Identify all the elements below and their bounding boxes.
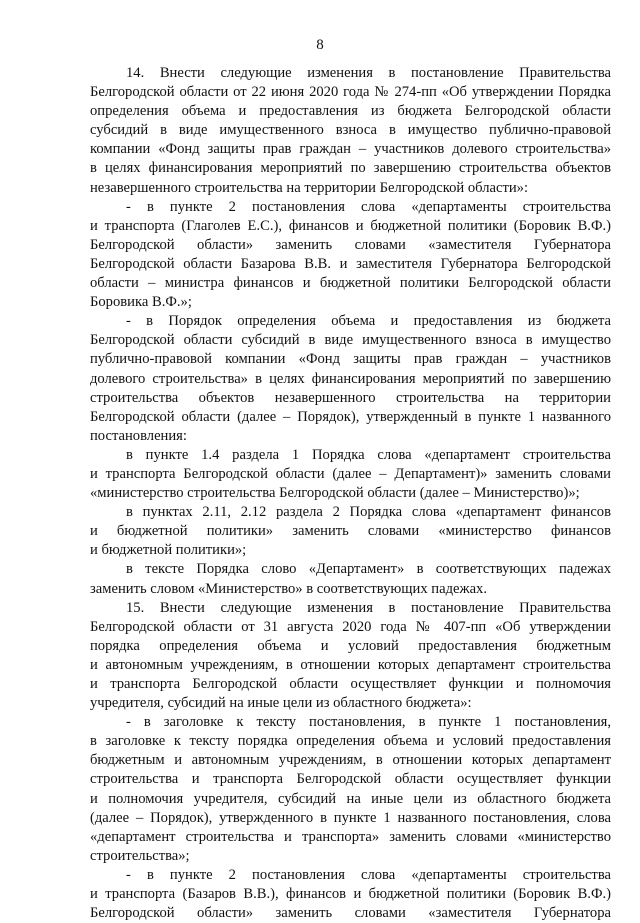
text-line: и автономным учреждениям, в отношении которых департамент строительства	[90, 656, 611, 673]
text-line: «департамент строительства и транспорта» заменить словами «министерство	[90, 828, 611, 845]
text-line: в пунктах 2.11, 2.12 раздела 2 Порядка слова «департамент финансов	[126, 504, 611, 521]
text-line: и транспорта (Глаголев Е.С.), финансов и бюджетной политики (Боровик В.Ф.)	[90, 217, 611, 234]
text-line: Белгородской области (далее – Порядок), утвержденный в пункте 1 названного	[90, 408, 611, 425]
text-line: и транспорта Белгородской области (далее – Департамент)» заменить словами	[90, 465, 611, 482]
text-line: - в заголовке к тексту постановления, в пункте 1 постановления,	[126, 714, 611, 731]
page-number: 8	[316, 37, 324, 53]
text-line: (далее – Порядок), утвержденного в пункте 1 названного постановления, слова	[90, 809, 611, 826]
text-line: постановления:	[90, 427, 187, 444]
text-line: строительства и транспорта Белгородской области осуществляет функции	[90, 771, 611, 788]
text-line: и транспорта (Базаров В.В.), финансов и бюджетной политики (Боровик В.Ф.)	[90, 886, 611, 903]
text-line: Белгородской области» заменить словами «заместителя Губернатора	[90, 236, 611, 253]
text-line: в заголовке к тексту порядка определения объема и условий предоставления	[90, 733, 611, 750]
text-line: и бюджетной политики»;	[90, 542, 247, 559]
text-line: Боровика В.Ф.»;	[90, 294, 192, 311]
text-line: долевого строительства» в целях финансирования мероприятий по завершению	[90, 370, 611, 387]
text-line: строительства»;	[90, 847, 190, 864]
text-line: Белгородской области» заменить словами «заместителя Губернатора	[90, 905, 611, 922]
text-line: заменить словом «Министерство» в соответствующих падежах.	[90, 580, 487, 597]
text-line: компании «Фонд защиты прав граждан – участников долевого строительства»	[90, 141, 611, 158]
text-line: «министерство строительства Белгородской области (далее – Министерство)»;	[90, 485, 580, 502]
text-line: незавершенного строительства на территории Белгородской области»:	[90, 179, 529, 196]
text-line: - в пункте 2 постановления слова «департаменты строительства	[126, 198, 611, 215]
text-line: 15. Внести следующие изменения в постановление Правительства	[126, 599, 611, 616]
text-line: Белгородской области субсидий в виде имущественного взноса в имущество	[90, 332, 611, 349]
text-line: в пункте 1.4 раздела 1 Порядка слова «департамент строительства	[126, 446, 611, 463]
text-line: и полномочия учредителя, субсидий на иные цели из областного бюджета	[90, 790, 611, 807]
document-body	[90, 64, 611, 923]
text-line: бюджетным и автономным учреждениям, в отношении которых департамент	[90, 752, 611, 769]
text-line: субсидий в виде имущественного взноса в имущество публично-правовой	[90, 122, 611, 139]
text-line: в целях финансирования мероприятий по завершению строительства объектов	[90, 160, 611, 177]
text-line: 14. Внести следующие изменения в постановление Правительства	[126, 65, 611, 81]
text-line: учредителя, субсидий на иные цели из областного бюджета»:	[90, 695, 472, 712]
text-line: Белгородской области от 31 августа 2020 года № 407-пп «Об утверждении	[90, 618, 611, 635]
text-line: Белгородской области Базарова В.В. и заместителя Губернатора Белгородской	[90, 255, 611, 272]
text-line: определения объема и предоставления из бюджета Белгородской области	[90, 103, 611, 120]
text-line: области – министра финансов и бюджетной политики Белгородской области	[90, 275, 611, 292]
text-line: Белгородской области от 22 июня 2020 года № 274-пп «Об утверждении Порядка	[90, 84, 611, 101]
text-line: порядка определения объема и условий предоставления бюджетным	[90, 637, 611, 654]
text-line: и бюджетной политики» заменить словами «министерство финансов	[90, 523, 611, 540]
text-line: публично-правовой компании «Фонд защиты прав граждан – участников	[90, 351, 611, 368]
text-line: в тексте Порядка слово «Департамент» в соответствующих падежах	[126, 561, 611, 578]
text-line: - в Порядок определения объема и предоставления из бюджета	[126, 313, 611, 330]
text-line: - в пункте 2 постановления слова «департаменты строительства	[126, 866, 611, 883]
text-line: строительства объектов незавершенного строительства на территории	[90, 389, 611, 406]
text-line: и транспорта Белгородской области осуществляет функции и полномочия	[90, 676, 611, 692]
